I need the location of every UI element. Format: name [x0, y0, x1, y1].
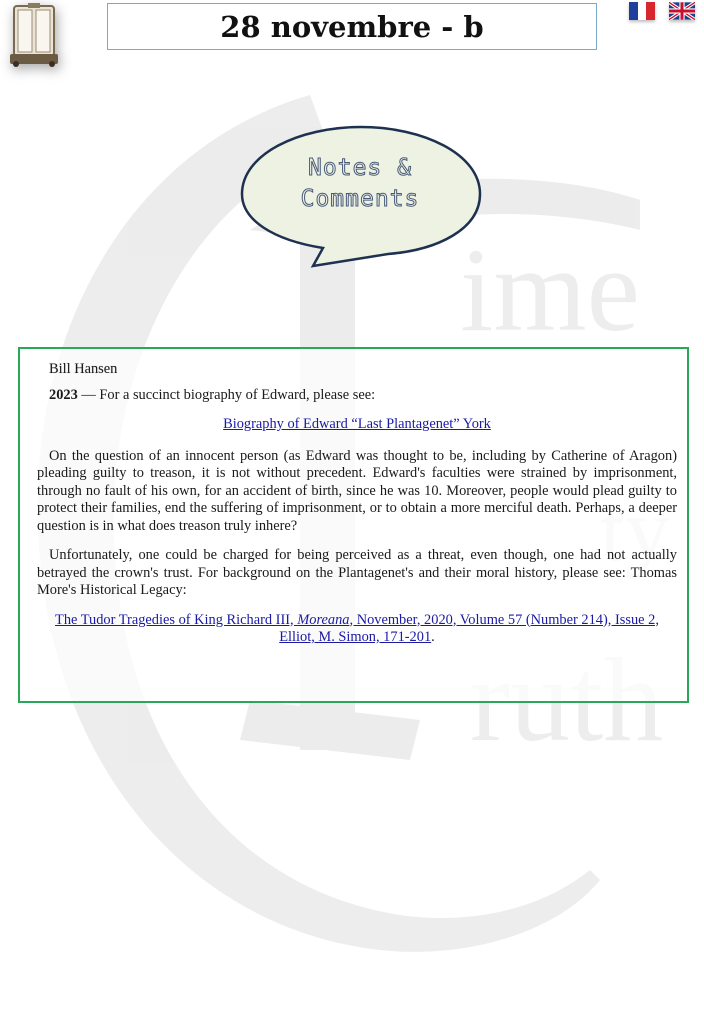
comment-intro — [49, 387, 677, 405]
comment-author: Bill Hansen — [49, 361, 118, 377]
bio-link-line — [37, 416, 677, 434]
comment-box — [18, 347, 689, 703]
ref-end: . — [431, 629, 435, 645]
bubble-line-2: Comments — [300, 186, 420, 212]
ref-part-2: , November, 2020, Volume 57 (Number 214), Issue 2, Elliot, M. Simon, 171-201 — [279, 611, 659, 645]
page-title: 28 novembre - b — [220, 9, 484, 44]
french-flag-icon[interactable] — [629, 2, 655, 20]
intro-text: — For a succinct biography of Edward, please see: — [77, 386, 376, 403]
home-book-icon[interactable] — [6, 2, 64, 68]
paragraph-1: On the question of an innocent person (as Edward was thought to be, including by Catherine of Aragon) pleading guilty to treason, it is not without precedent. Edward's faculties were strained by imprisonment, through no fault of his own, for an accident of birth, since he was 10. Moreover, people would plead guilty to protect their families, end the suffering of imprisonment, or to obtain a more merciful death. Perhaps, a deeper question is in what does treason truly inhere? — [37, 447, 677, 534]
ref-journal: Moreana — [297, 611, 350, 628]
page-title-box — [107, 3, 597, 50]
paragraph-2: Unfortunately, one could be charged for being perceived as a threat, even though, one had not actually betrayed the crown's trust. For background on the Plantagenet's and their moral history, please see: Thomas More's Historical Legacy: — [37, 547, 677, 598]
reference-line — [37, 612, 677, 647]
bubble-line-1: Notes & — [308, 155, 412, 181]
uk-flag-icon[interactable] — [669, 2, 695, 20]
tudor-tragedies-link[interactable] — [55, 612, 659, 646]
notes-comments-heading — [240, 153, 480, 215]
svg-text:ime: ime — [460, 223, 640, 356]
ref-part-1: The Tudor Tragedies of King Richard III, — [55, 611, 298, 628]
biography-link[interactable]: Biography of Edward “Last Plantagenet” York — [223, 416, 491, 432]
comment-year: 2023 — [49, 386, 78, 403]
